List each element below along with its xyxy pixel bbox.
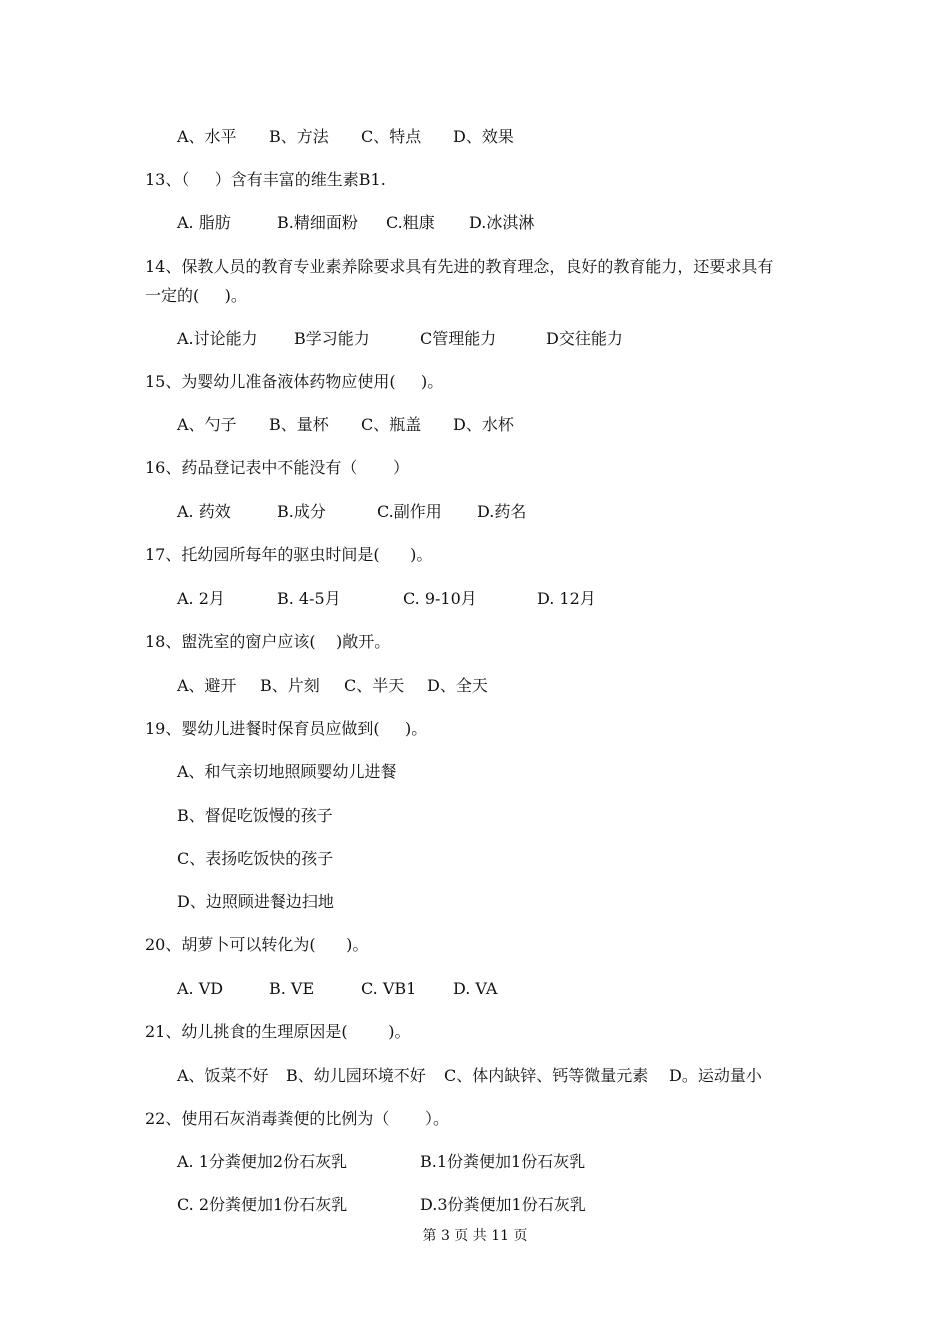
- q16-option-a: A. 药效: [177, 502, 231, 521]
- q17-option-c: C. 9-10月: [403, 589, 477, 608]
- q14-stem-line1: 14、保教人员的教育专业素养除要求具有先进的教育理念，良好的教育能力，还要求具有: [145, 257, 774, 276]
- q19-option-a: A、和气亲切地照顾婴幼儿进餐: [177, 762, 397, 781]
- q22-stem: 22、使用石灰消毒粪便的比例为（ ）。: [145, 1109, 449, 1128]
- q14-option-a: A.讨论能力: [177, 329, 258, 348]
- q17-stem: 17、托幼园所每年的驱虫时间是( )。: [145, 545, 433, 564]
- q20-option-d: D. VA: [453, 979, 498, 998]
- q18-option-a: A、避开: [177, 676, 237, 695]
- q19-stem: 19、婴幼儿进餐时保育员应做到( )。: [145, 719, 428, 738]
- q15-option-d: D、水杯: [453, 415, 514, 434]
- q16-option-b: B.成分: [277, 502, 326, 521]
- q18-option-b: B、片刻: [260, 676, 320, 695]
- q15-option-c: C、瓶盖: [361, 415, 422, 434]
- q13-option-d: D.冰淇淋: [469, 213, 535, 232]
- q14-option-c: C管理能力: [420, 329, 497, 348]
- q17-option-a: A. 2月: [177, 589, 225, 608]
- q16-stem: 16、药品登记表中不能没有（ ）: [145, 458, 409, 477]
- q16-option-c: C.副作用: [377, 502, 442, 521]
- q20-option-c: C. VB1: [361, 979, 417, 998]
- q19-option-c: C、表扬吃饭快的孩子: [177, 849, 334, 868]
- q20-option-a: A. VD: [177, 979, 224, 998]
- q22-option-c: C. 2份粪便加1份石灰乳: [177, 1195, 348, 1214]
- q15-stem: 15、为婴幼儿准备液体药物应使用( )。: [145, 372, 444, 391]
- q17-option-d: D. 12月: [537, 589, 596, 608]
- q21-option-c: C、体内缺锌、钙等微量元素: [444, 1066, 649, 1085]
- q18-stem: 18、盥洗室的窗户应该( )敞开。: [145, 632, 391, 651]
- q19-option-b: B、督促吃饭慢的孩子: [177, 806, 333, 825]
- q16-option-d: D.药名: [477, 502, 527, 521]
- q14-option-b: B学习能力: [294, 329, 370, 348]
- q14-option-d: D交往能力: [546, 329, 623, 348]
- q21-option-a: A、饭菜不好: [177, 1066, 269, 1085]
- q22-option-b: B.1份粪便加1份石灰乳: [420, 1152, 586, 1171]
- page-footer: 第 3 页 共 11 页: [422, 1228, 528, 1244]
- q13-option-a: A. 脂肪: [177, 213, 231, 232]
- q13-option-b: B.精细面粉: [277, 213, 358, 232]
- q22-option-d: D.3份粪便加1份石灰乳: [420, 1195, 586, 1214]
- q19-option-d: D、边照顾进餐边扫地: [177, 892, 334, 911]
- q21-stem: 21、幼儿挑食的生理原因是( )。: [145, 1022, 411, 1041]
- q12-option-c: C、特点: [361, 127, 422, 146]
- q20-option-b: B. VE: [269, 979, 315, 998]
- q12-option-b: B、方法: [269, 127, 329, 146]
- q22-option-a: A. 1分粪便加2份石灰乳: [177, 1152, 348, 1171]
- q18-option-c: C、半天: [344, 676, 405, 695]
- q12-option-a: A、水平: [177, 127, 237, 146]
- q15-option-b: B、量杯: [269, 415, 329, 434]
- q15-option-a: A、勺子: [177, 415, 237, 434]
- q17-option-b: B. 4-5月: [277, 589, 341, 608]
- q12-option-d: D、效果: [453, 127, 514, 146]
- q13-stem: 13、（ ）含有丰富的维生素B1.: [145, 170, 386, 189]
- q22-options-row2: [177, 1195, 877, 1255]
- q21-option-b: B、幼儿园环境不好: [286, 1066, 426, 1085]
- q14-stem-line2: 一定的( )。: [145, 286, 247, 305]
- q13-option-c: C.粗康: [386, 213, 435, 232]
- q20-stem: 20、胡萝卜可以转化为( )。: [145, 935, 369, 954]
- q18-option-d: D、全天: [427, 676, 488, 695]
- q21-option-d: D。运动量小: [669, 1066, 762, 1085]
